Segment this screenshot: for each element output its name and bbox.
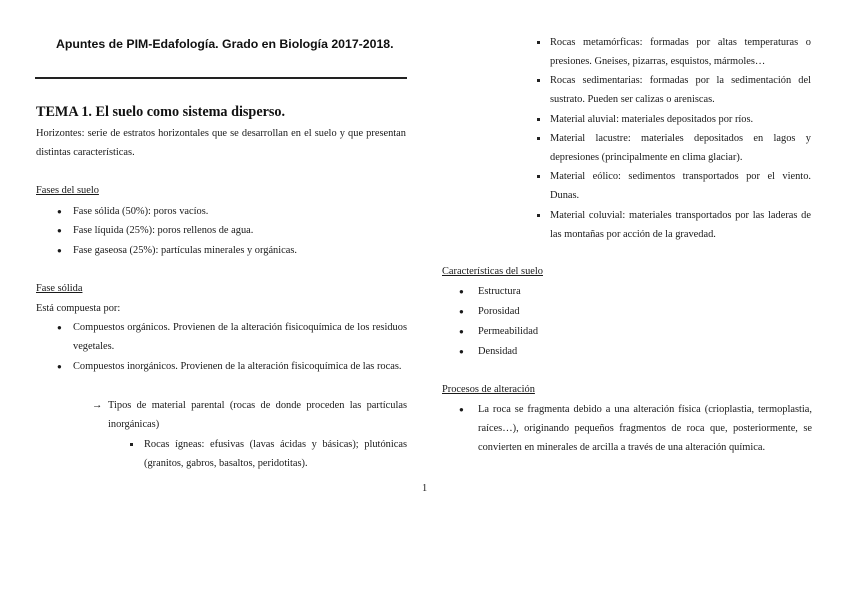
fases-item: Fase líquida (25%): poros rellenos de agua. [73, 225, 254, 236]
bullet-icon: ● [459, 327, 464, 336]
caracteristica-item: Densidad [478, 346, 518, 357]
roca-item: Material aluvial: materiales depositados por ríos. [550, 114, 754, 125]
fase-solida-item: Compuestos inorgánicos. Provienen de la alteración fisicoquímica de las rocas. [73, 361, 402, 372]
bullet-icon: ● [459, 307, 464, 316]
bullet-icon: ● [459, 405, 464, 414]
bullet-icon: ● [57, 226, 62, 235]
square-bullet-icon [537, 214, 540, 217]
caracteristica-item: Permeabilidad [478, 326, 539, 337]
fases-item: Fase gaseosa (25%): partículas minerales y orgánicas. [73, 245, 297, 256]
roca-item: Material coluvial: materiales transportados por las laderas de las montañas por acción de la gravedad. [550, 210, 811, 240]
fase-solida-item: Compuestos orgánicos. Provienen de la alteración fisicoquímica de los residuos vegetales. [73, 322, 407, 352]
proceso-item: La roca se fragmenta debido a una alteración física (crioplastia, termoplastia, raíces…), originando pequeños fragmentos de roca que, posteriormente, se convierten en minerales de arcilla a través de una alteración química. [478, 404, 812, 453]
roca-item: Rocas sedimentarias: formadas por la sedimentación del sustrato. Pueden ser calizas o areniscas. [550, 75, 811, 105]
caracteristicas-heading: Características del suelo [442, 266, 543, 277]
material-parental-item: Tipos de material parental (rocas de donde proceden las partículas inorgánicas) [108, 400, 407, 430]
arrow-icon: → [92, 400, 103, 411]
fases-item: Fase sólida (50%): poros vacíos. [73, 206, 209, 217]
square-bullet-icon [537, 175, 540, 178]
horizontes-paragraph: Horizontes: serie de estratos horizontales que se desarrollan en el suelo y que presentan distintas características. [36, 128, 406, 158]
square-bullet-icon [537, 41, 540, 44]
bullet-icon: ● [57, 362, 62, 371]
procesos-heading: Procesos de alteración [442, 384, 535, 395]
document-header: Apuntes de PIM-Edafología. Grado en Biología 2017-2018. [56, 37, 394, 51]
page-number: 1 [422, 483, 428, 494]
bullet-icon: ● [459, 287, 464, 296]
roca-item: Material eólico: sedimentos transportados por el viento. Dunas. [550, 171, 811, 201]
caracteristica-item: Estructura [478, 286, 521, 297]
bullet-icon: ● [459, 347, 464, 356]
fase-solida-heading: Fase sólida [36, 283, 83, 294]
square-bullet-icon [537, 137, 540, 140]
roca-item: Rocas metamórficas: formadas por altas temperaturas o presiones. Gneises, pizarras, esquistos, mármoles… [550, 37, 811, 67]
fase-solida-intro: Está compuesta por: [36, 303, 121, 314]
square-bullet-icon [537, 118, 540, 121]
section-title: TEMA 1. El suelo como sistema disperso. [36, 104, 286, 120]
header-rule [35, 77, 407, 79]
bullet-icon: ● [57, 323, 62, 332]
roca-item: Rocas ígneas: efusivas (lavas ácidas y básicas); plutónicas (granitos, gabros, basaltos, peridotitas). [144, 439, 407, 469]
bullet-icon: ● [57, 207, 62, 216]
roca-item: Material lacustre: materiales depositados en lagos y depresiones (principalmente en clima glaciar). [550, 133, 811, 163]
fases-heading: Fases del suelo [36, 185, 99, 196]
caracteristica-item: Porosidad [478, 306, 520, 317]
bullet-icon: ● [57, 246, 62, 255]
square-bullet-icon [537, 79, 540, 82]
square-bullet-icon [130, 443, 133, 446]
